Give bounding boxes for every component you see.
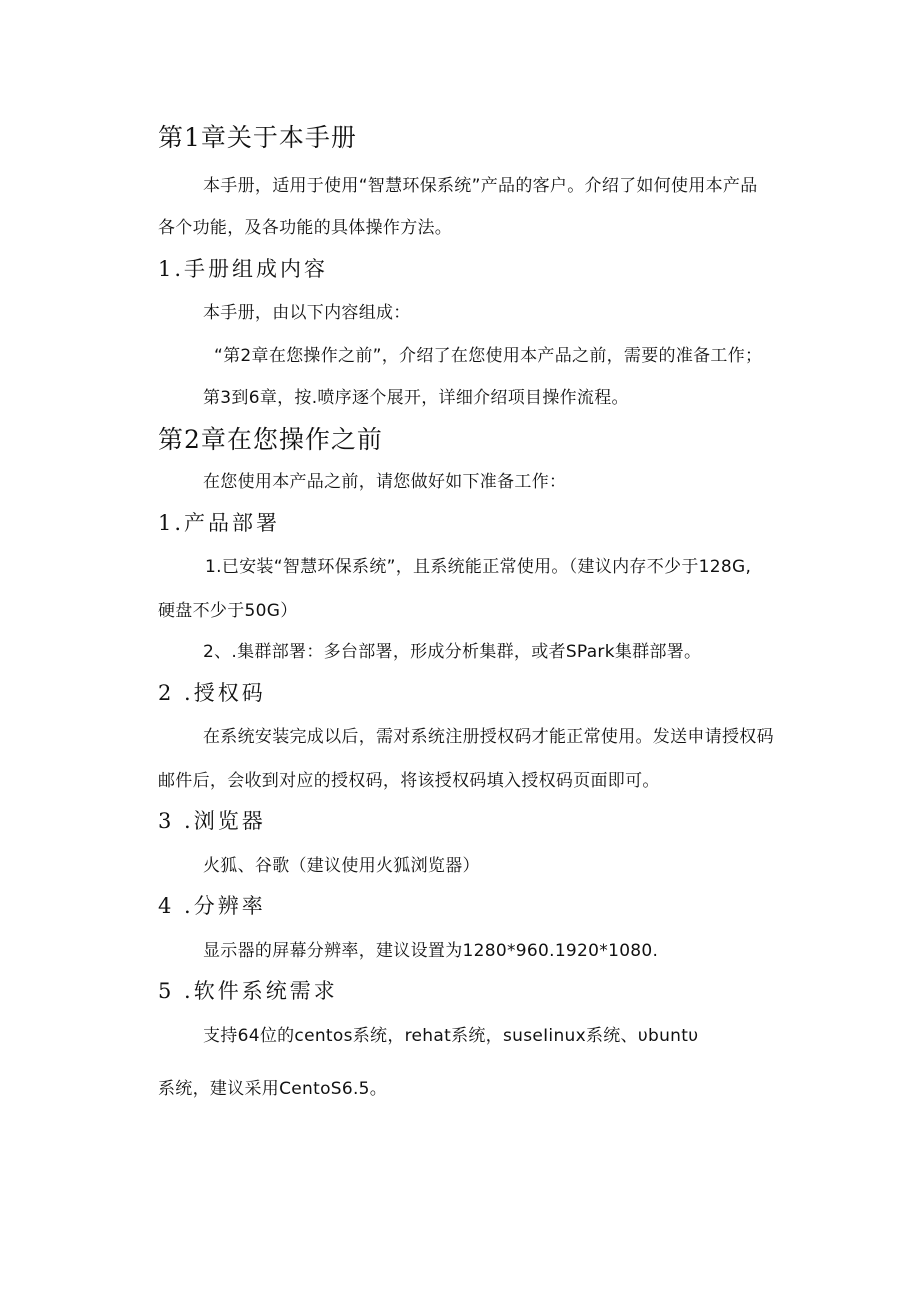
section-license-heading: 2 .授权码 xyxy=(158,681,266,705)
chapter-1-intro-line-2: 各个功能，及各功能的具体操作方法。 xyxy=(158,218,453,238)
section-browser-heading: 3 .浏览器 xyxy=(158,809,266,833)
section-license-line-2: 邮件后，会收到对应的授权码，将该授权码填入授权码页面即可。 xyxy=(158,771,660,791)
section-software-line-1: 支持64位的centos系统，rehat系统，suseIinux系统、υbuntυ xyxy=(203,1026,699,1046)
section-deployment-line-3: 2、.集群部署：多台部署，形成分析集群，或者SPark集群部署。 xyxy=(203,642,702,662)
chapter-2-intro: 在您使用本产品之前，请您做好如下准备工作： xyxy=(203,472,567,492)
section-deployment-line-1: 1.已安装“智慧环保系统”，且系统能正常使用。（建议内存不少于128G, xyxy=(205,557,752,577)
section-license-line-1: 在系统安装完成以后，需对系统注册授权码才能正常使用。发送申请授权码 xyxy=(203,727,774,747)
chapter-2-title: 第2章在您操作之前 xyxy=(158,425,383,454)
chapter-1-title: 第1章关于本手册 xyxy=(158,123,357,152)
section-manual-contents-line-2: “第2章在您操作之前”，介绍了在您使用本产品之前，需要的准备工作； xyxy=(214,346,763,366)
section-resolution-heading: 4 .分辨率 xyxy=(158,894,266,918)
section-software-line-2: 系统，建议采用CentoS6.5。 xyxy=(158,1079,388,1099)
section-manual-contents-line-3: 第3到6章，按.喷序逐个展开，详细介绍项目操作流程。 xyxy=(203,388,629,408)
section-resolution-line-1: 显示器的屏幕分辨率，建议设置为1280*960.1920*1080. xyxy=(203,941,659,961)
section-software-heading: 5 .软件系统需求 xyxy=(158,979,338,1003)
section-deployment-line-2: 硬盘不少于50G） xyxy=(158,601,298,621)
chapter-1-intro-line-1: 本手册，适用于使用“智慧环保系统”产品的客户。介绍了如何使用本产品 xyxy=(203,176,758,196)
section-manual-contents-heading: 1.手册组成内容 xyxy=(158,257,329,281)
section-browser-line-1: 火狐、谷歌（建议使用火狐浏览器） xyxy=(203,856,480,876)
section-manual-contents-line-1: 本手册，由以下内容组成： xyxy=(203,303,411,323)
section-deployment-heading: 1.产品部署 xyxy=(158,511,281,535)
